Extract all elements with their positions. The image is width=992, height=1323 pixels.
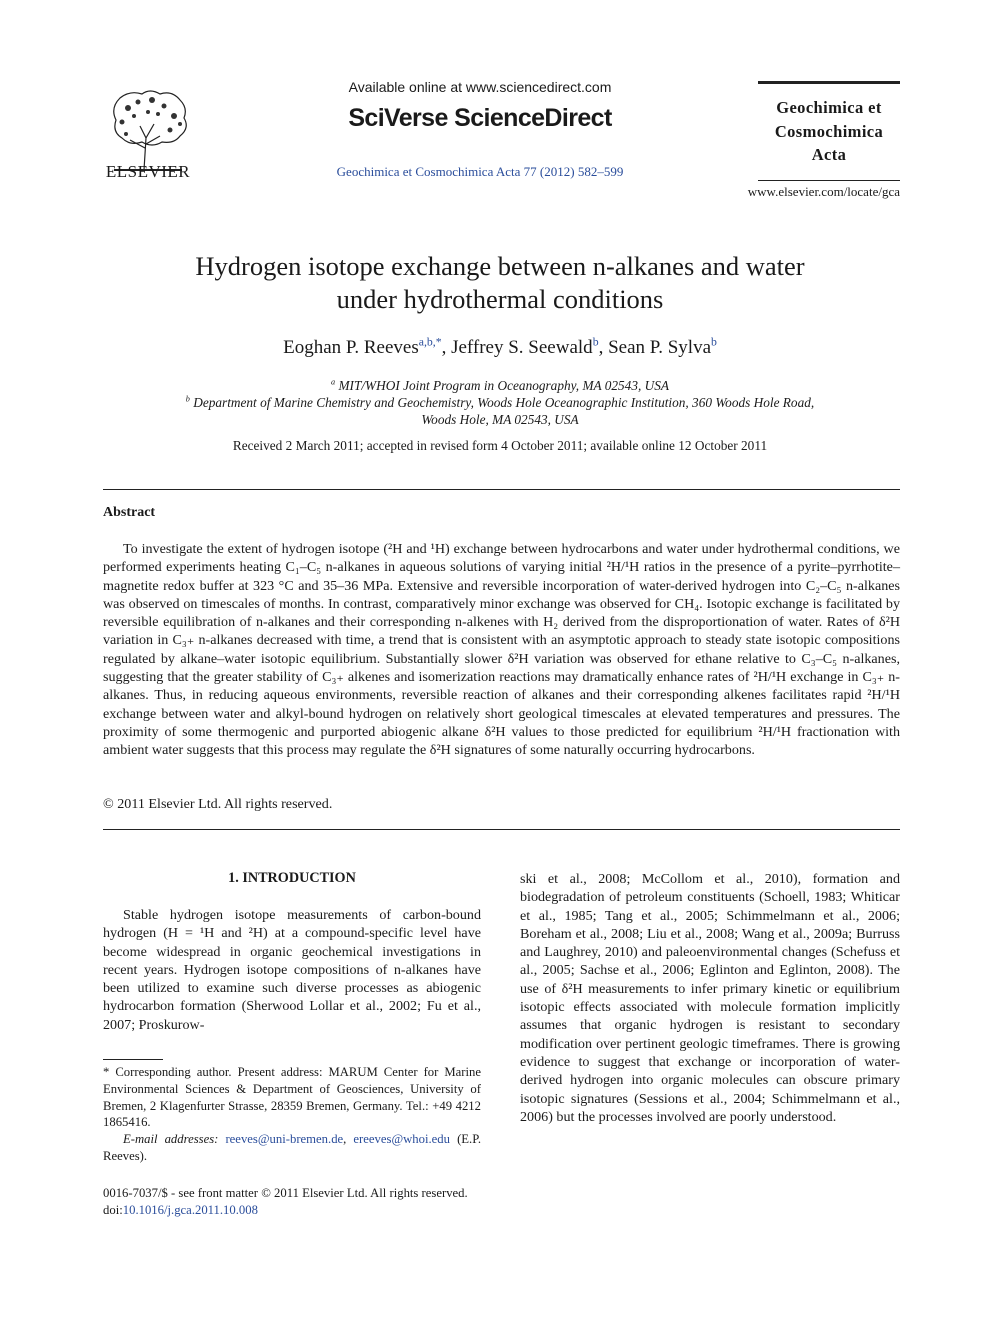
email-owner: (E.P. Reeves). [103,1132,482,1163]
email-label: E-mail addresses: [123,1132,219,1147]
author-name: Jeffrey S. Seewald [451,337,593,358]
front-matter [103,1185,543,1219]
received-dates: Received 2 March 2011; accepted in revised form 4 October 2011; available online 12 October 2011 [232,438,768,453]
journal-url-link[interactable]: www.elsevier.com/locate/gca [747,184,900,199]
doi-link[interactable]: 10.1016/j.gca.2011.10.008 [122,1203,258,1217]
copyright-line: © 2011 Elsevier Ltd. All rights reserved. [103,796,333,812]
intro-paragraph-left: Stable hydrogen isotope measurements of carbon-bound hydrogen (H = ¹H and ²H) at a compound-specific level have become widespread in organic geochemical investigations in recent years. Hydrogen isotope compositions of n-alkanes have been utilized to examine such diverse processes as abiogenic hydrocarbon formation (Sherwood Lollar et al., 2002; Fu et al., 2007; Proskurow- [103,907,481,1033]
abstract-heading: Abstract [103,505,156,520]
article-title [100,250,900,316]
affiliation-a: $^a$ MIT/WHOI Joint Program in Oceanography, MA 02543, USA [331,377,669,393]
journal-title [758,96,900,167]
footnote-divider [103,1059,163,1060]
journal-title-line: Geochimica et [776,98,882,117]
abstract-text: To investigate the extent of hydrogen isotope (²H and ¹H) exchange between hydrocarbons and water under hydrothermal conditions, we performed experiments heating C₁–C₅ n-alkanes in aqueous solutions of varying initial ²H/¹H ratios in the presence of a pyrite–pyrrhotite–magnetite redox buffer at 323 °C and 35–36 MPa. Extensive and reversible incorporation of water-derived hydrogen into C₂–C₅ n-alkanes was observed on timescales of months. In contrast, comparatively minor exchange was observed for CH₄. Isotopic exchange is facilitated by reversible equilibration of n-alkanes and their corresponding n-alkenes with H₂ derived from the disproportionation of water. Rates of δ²H variation in C₃₊ n-alkanes decreased with time, a trend that is consistent with an asymptotic approach to steady state isotopic compositions regulated by alkane–water isotopic equilibrium. Substantially slower δ²H variation was observed for ethane relative to C₃–C₅ n-alkanes, suggesting that the greater stability of C₃₊ alkenes and isomerization reactions may dramatically enhance rates of ²H/¹H exchange in C₃₊ n-alkanes. Thus, in reducing aqueous environments, reversible reaction of alkanes and their corresponding alkenes facilitates rapid ²H/¹H exchange between water and alkyl-bound hydrogen on relatively short geological timescales at elevated temperatures and pressures. The proximity of some thermogenic and purported abiogenic alkane δ²H values to those predicted for equilibrium ²H/¹H fractionation with ambient water suggests that this process may regulate the δ²H signatures of some naturally occurring hydrocarbons. [103,541,900,759]
email-link[interactable]: reeves@uni-bremen.de [225,1132,344,1147]
author-list: Eoghan P. Reeves$^{a,b,*}$, Jeffrey S. Seewald$^b$, Sean P. Sylva$^b$ [283,335,717,358]
author-affil-mark[interactable]: b [592,335,599,349]
affiliation-b: $^b$ Department of Marine Chemistry and Geochemistry, Woods Hole Oceanographic Institution, 360 Woods Hole Road, [185,394,815,410]
author-affil-mark[interactable]: b [711,335,717,349]
corresponding-author-footnote: * Corresponding author. Present address: MARUM Center for Marine Environmental Sciences & Department of Geosciences, University of Bremen, 2 Klagenfurter Strasse, 28359 Bremen, Germany. Tel.: +49 4212 1865416. E-mail addresses: reeves@uni-bremen.de, ereeves@whoi.edu (E.P. Reeves). [103,1065,482,1163]
title-line: under hydrothermal conditions [336,284,664,314]
author-affil-mark[interactable]: a,b,* [418,335,442,349]
email-link[interactable]: ereeves@whoi.edu [353,1132,450,1147]
affiliations [100,377,900,428]
elsevier-wordmark: ELSEVIER [105,162,191,181]
journal-citation-link[interactable]: Geochimica et Cosmochimica Acta 77 (2012) 582–599 [336,164,624,179]
divider [103,489,900,490]
available-online-note: Available online at www.sciencedirect.com [348,79,612,95]
footnote-text: * Corresponding author. Present address: MARUM Center for Marine Environmental Sciences & Department of Geosciences, University of Bremen, 2 Klagenfurter Strasse, 28359 Bremen, Germany. Tel.: +49 4212 1865416. [103,1065,481,1130]
author-name: Eoghan P. Reeves [283,337,419,358]
doi-line: doi:10.1016/j.gca.2011.10.008 [103,1203,258,1217]
issn-line: 0016-7037/$ - see front matter © 2011 Elsevier Ltd. All rights reserved. [103,1186,468,1200]
affiliation-b-cont: Woods Hole, MA 02543, USA [421,412,579,427]
journal-title-line: Acta [811,145,847,164]
section-heading-introduction: 1. INTRODUCTION [228,870,356,886]
intro-paragraph-right: ski et al., 2008; McCollom et al., 2010), formation and biodegradation of petroleum constituents (Schoell, 1983; Whiticar et al., 1985; Tang et al., 2005; Schimmelmann et al., 2006; Boreham et al., 2008; Liu et al., 2008; Wang et al., 2009a; Burruss and Laughrey, 2010) and paleoenvironmental changes (Schefuss et al., 2005; Sachse et al., 2006; Eglinton and Eglinton, 2008). The use of δ²H measurements to infer primary kinetic or equilibrium isotopic effects associated with molecule formation implicitly assumes that organic hydrogen is resistant to secondary modification over pertinent geologic timeframes. There is growing evidence to suggest that exchange or incorporation of water-derived hydrogen into organic molecules can obscure primary isotopic signatures (Sessions et al., 2004; Schimmelmann et al., 2006) but the processes involved are poorly understood. [520,871,900,1125]
sciencedirect-logo-text: SciVerse ScienceDirect [348,104,612,132]
author-name: Sean P. Sylva [608,337,712,358]
divider [103,829,900,830]
title-line: Hydrogen isotope exchange between n-alkanes and water [195,251,805,281]
journal-title-line: Cosmochimica [774,121,884,141]
